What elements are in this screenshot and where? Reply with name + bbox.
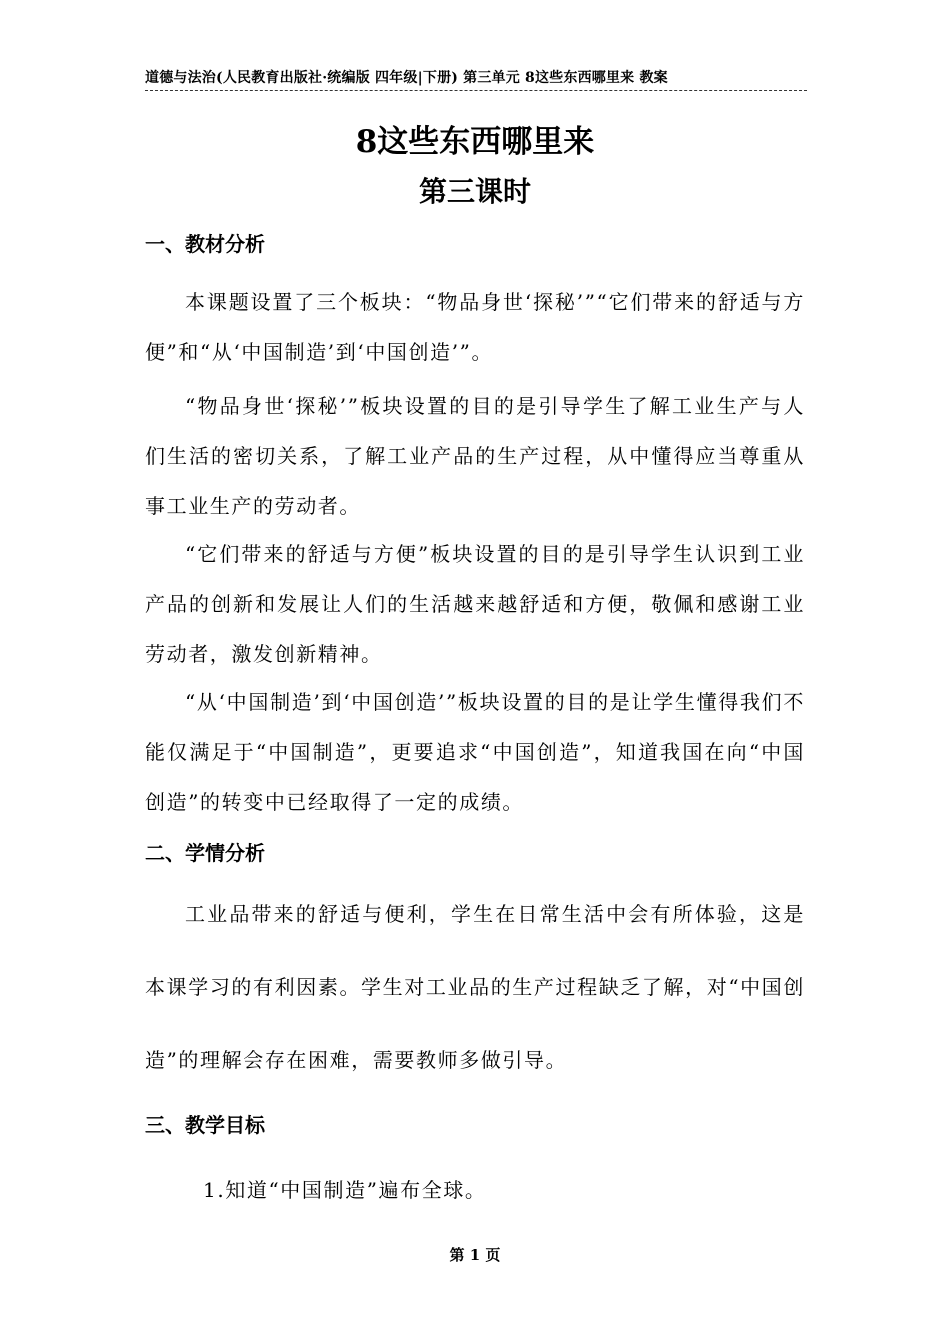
- section-heading-textbook-analysis: 一、教材分析: [145, 232, 265, 256]
- paragraph: “物品身世‘探秘’”板块设置的目的是引导学生了解工业生产与人们生活的密切关系，了解工业产品的生产过程，从中懂得应当尊重从事工业生产的劳动者。: [145, 394, 805, 518]
- paragraph: “它们带来的舒适与方便”板块设置的目的是引导学生认识到工业产品的创新和发展让人们的生活越来越舒适和方便，敬佩和感谢工业劳动者，激发创新精神。: [145, 542, 805, 666]
- lesson-title: 8这些东西哪里来: [355, 124, 595, 160]
- paragraph: “从‘中国制造’到‘中国创造’”板块设置的目的是让学生懂得我们不能仅满足于“中国制造”，更要追求“中国创造”，知道我国在向“中国创造”的转变中已经取得了一定的成绩。: [145, 690, 805, 814]
- lesson-subtitle: 第三课时: [418, 175, 531, 208]
- paragraph: 工业品带来的舒适与便利，学生在日常生活中会有所体验，这是本课学习的有利因素。学生对工业品的生产过程缺乏了解，对“中国创造”的理解会存在困难，需要教师多做引导。: [145, 902, 805, 1072]
- page-number: 第 1 页: [449, 1246, 501, 1264]
- paragraph: 本课题设置了三个板块：“物品身世‘探秘’”“它们带来的舒适与方便”和“从‘中国制造’到‘中国创造’”。: [145, 290, 805, 364]
- section-heading-learner-analysis: 二、学情分析: [145, 841, 265, 865]
- goal-item: 1.知道“中国制造”遍布全球。: [203, 1178, 487, 1202]
- running-header: 道德与法治(人民教育出版社·统编版 四年级|下册) 第三单元 8这些东西哪里来 教案: [145, 68, 807, 91]
- section-heading-teaching-goals: 三、教学目标: [145, 1113, 265, 1137]
